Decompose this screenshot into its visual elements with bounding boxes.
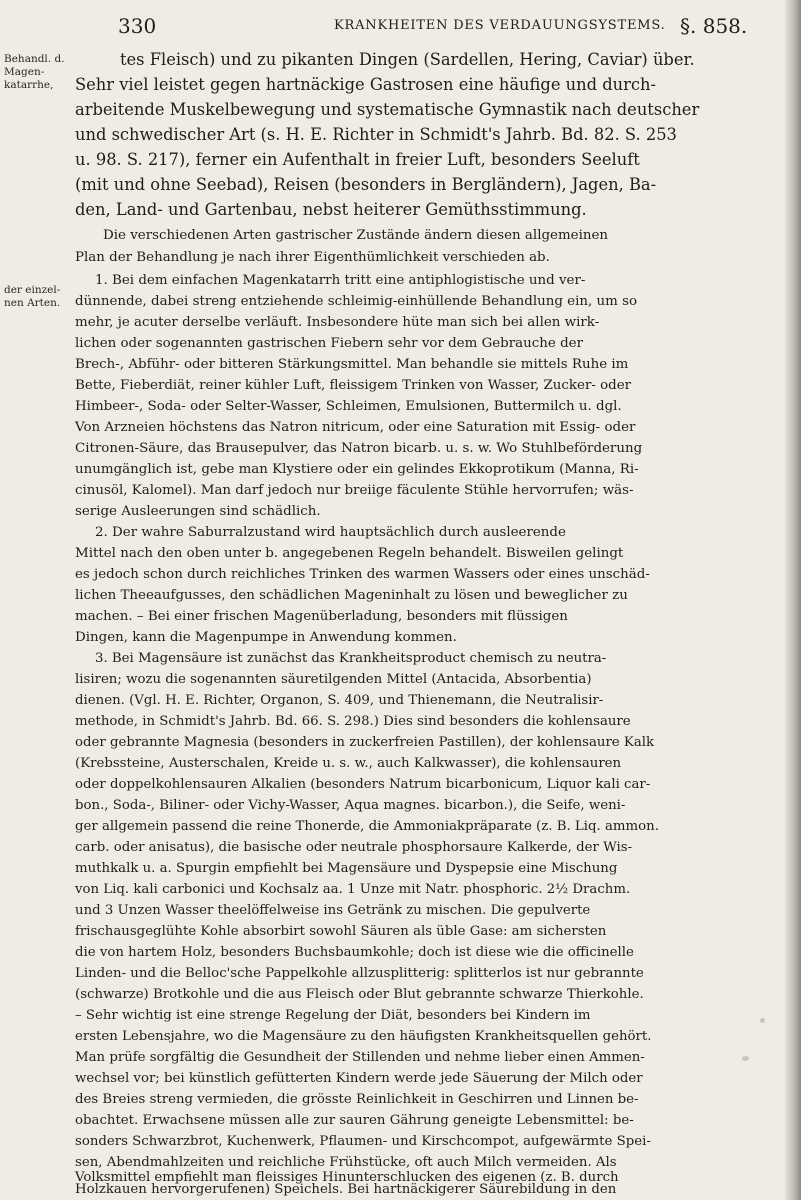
text-line: frischausgeglühte Kohle absorbirt sowohl Säuren als üble Gase: am sichersten — [75, 924, 607, 939]
text-line: mehr, je acuter derselbe verläuft. Insbesondere hüte man sich bei allen wirk- — [75, 315, 600, 330]
text-line: oder doppelkohlensauren Alkalien (besonders Natrum bicarbonicum, Liquor kali car- — [75, 777, 651, 792]
section-number: §. 858. — [680, 14, 748, 38]
page-number: 330 — [118, 14, 157, 38]
text-line: methode, in Schmidt's Jahrb. Bd. 66. S. 298.) Dies sind besonders die kohlensaure — [75, 714, 631, 729]
text-line: 3. Bei Magensäure ist zunächst das Krankheitsproduct chemisch zu neutra- — [95, 651, 607, 666]
text-line: Himbeer-, Soda- oder Selter-Wasser, Schleimen, Emulsionen, Buttermilch u. dgl. — [75, 399, 622, 414]
text-line: Die verschiedenen Arten gastrischer Zustände ändern diesen allgemeinen — [103, 228, 609, 243]
text-line: muthkalk u. a. Spurgin empfiehlt bei Magensäure und Dyspepsie eine Mischung — [75, 861, 618, 876]
text-line: ersten Lebensjahre, wo die Magensäure zu den häufigsten Krankheitsquellen gehört. — [75, 1029, 652, 1044]
text-line: u. 98. S. 217), ferner ein Aufenthalt in freier Luft, besonders Seeluft — [75, 150, 640, 169]
text-line: Holzkauen hervorgerufenen) Speichels. Bei hartnäckigerer Säurebildung in den — [75, 1182, 617, 1197]
text-line: Man prüfe sorgfältig die Gesundheit der Stillenden und nehme lieber einen Ammen- — [75, 1050, 645, 1065]
text-line: von Liq. kali carbonici und Kochsalz aa. 1 Unze mit Natr. phosphoric. 2½ Drachm. — [75, 882, 631, 897]
text-line: 2. Der wahre Saburralzustand wird hauptsächlich durch ausleerende — [95, 525, 566, 540]
text-line: arbeitende Muskelbewegung und systematische Gymnastik nach deutscher — [75, 100, 700, 119]
text-line: oder gebrannte Magnesia (besonders in zuckerfreien Pastillen), der kohlensaure Kalk — [75, 735, 655, 750]
text-line: Mittel nach den oben unter b. angegebenen Regeln behandelt. Bisweilen gelingt — [75, 546, 624, 561]
text-line: (Krebssteine, Austerschalen, Kreide u. s. w., auch Kalkwasser), die kohlensauren — [75, 756, 622, 771]
text-line: die von hartem Holz, besonders Buchsbaumkohle; doch ist diese wie die officinelle — [75, 945, 634, 960]
text-line: obachtet. Erwachsene müssen alle zur sauren Gährung geneigte Lebensmittel: be- — [75, 1113, 634, 1128]
text-line: lisiren; wozu die sogenannten säuretilgenden Mittel (Antacida, Absorbentia) — [75, 672, 592, 687]
paper-spot — [760, 1018, 765, 1023]
text-line: den, Land- und Gartenbau, nebst heiterer Gemüthsstimmung. — [75, 200, 587, 219]
text-line: bon., Soda-, Biliner- oder Vichy-Wasser, Aqua magnes. bicarbon.), die Seife, weni- — [75, 798, 626, 813]
margin-note-behandlung: Behandl. d. Magen-katarrhe, — [4, 53, 65, 91]
text-line: carb. oder anisatus), die basische oder neutrale phosphorsaure Kalkerde, der Wis- — [75, 840, 633, 855]
text-line: machen. – Bei einer frischen Magenüberladung, besonders mit flüssigen — [75, 609, 568, 624]
text-line: serige Ausleerungen sind schädlich. — [75, 504, 321, 519]
text-line: und 3 Unzen Wasser theelöffelweise ins Getränk zu mischen. Die gepulverte — [75, 903, 591, 918]
paper-spot — [742, 1056, 749, 1061]
text-line: Von Arzneien höchstens das Natron nitricum, oder eine Saturation mit Essig- oder — [75, 420, 636, 435]
running-title: KRANKHEITEN DES VERDAUUNGSYSTEMS. — [334, 18, 666, 33]
text-line: cinusöl, Kalomel). Man darf jedoch nur breiige fäculente Stühle hervorrufen; wäs- — [75, 483, 634, 498]
page-header — [0, 8, 801, 38]
text-line: (schwarze) Brotkohle und die aus Fleisch oder Blut gebrannte schwarze Thierkohle. — [75, 987, 644, 1002]
text-line: Plan der Behandlung je nach ihrer Eigenthümlichkeit verschieden ab. — [75, 250, 550, 265]
text-line: Linden- und die Belloc'sche Pappelkohle allzusplitterig: splitterlos ist nur gebrannte — [75, 966, 644, 981]
text-line: – Sehr wichtig ist eine strenge Regelung der Diät, besonders bei Kindern im — [75, 1008, 591, 1023]
text-line: lichen oder sogenannten gastrischen Fiebern sehr vor dem Gebrauche der — [75, 336, 583, 351]
text-line: sonders Schwarzbrot, Kuchenwerk, Pflaumen- und Kirschcompot, aufgewärmte Spei- — [75, 1134, 651, 1149]
text-line: 1. Bei dem einfachen Magenkatarrh tritt eine antiphlogistische und ver- — [95, 273, 586, 288]
text-line: ger allgemein passend die reine Thonerde, die Ammoniakpräparate (z. B. Liq. ammon. — [75, 819, 659, 834]
text-line: dienen. (Vgl. H. E. Richter, Organon, S. 409, und Thienemann, die Neutralisir- — [75, 693, 604, 708]
text-line: Brech-, Abführ- oder bitteren Stärkungsmittel. Man behandle sie mittels Ruhe im — [75, 357, 629, 372]
text-line: Sehr viel leistet gegen hartnäckige Gastrosen eine häufige und durch- — [75, 75, 656, 94]
text-line: und schwedischer Art (s. H. E. Richter in Schmidt's Jahrb. Bd. 82. S. 253 — [75, 125, 677, 144]
text-line: es jedoch schon durch reichliches Trinken des warmen Wassers oder eines unschäd- — [75, 567, 650, 582]
text-line: (mit und ohne Seebad), Reisen (besonders in Bergländern), Jagen, Ba- — [75, 175, 657, 194]
text-line: Bette, Fieberdiät, reiner kühler Luft, fleissigem Trinken von Wasser, Zucker- oder — [75, 378, 632, 393]
text-line: Citronen-Säure, das Brausepulver, das Natron bicarb. u. s. w. Wo Stuhlbeförderung — [75, 441, 643, 456]
text-line: Volksmittel empfiehlt man fleissiges Hinunterschlucken des eigenen (z. B. durch — [75, 1170, 619, 1185]
text-line: des Breies streng vermieden, die grösste Reinlichkeit in Geschirren und Linnen be- — [75, 1092, 639, 1107]
text-line: wechsel vor; bei künstlich gefütterten Kindern werde jede Säuerung der Milch oder — [75, 1071, 643, 1086]
text-line: sen, Abendmahlzeiten und reichliche Frühstücke, oft auch Milch vermeiden. Als — [75, 1155, 617, 1170]
text-line: lichen Theeaufgusses, den schädlichen Mageninhalt zu lösen und beweglicher zu — [75, 588, 628, 603]
page-edge-shadow — [785, 0, 801, 1200]
text-line: tes Fleisch) und zu pikanten Dingen (Sardellen, Hering, Caviar) über. — [120, 50, 695, 69]
text-line: Dingen, kann die Magenpumpe in Anwendung kommen. — [75, 630, 457, 645]
text-line: dünnende, dabei streng entziehende schleimig-einhüllende Behandlung ein, um so — [75, 294, 638, 309]
text-line: unumgänglich ist, gebe man Klystiere oder ein gelindes Ekkoprotikum (Manna, Ri- — [75, 462, 639, 477]
margin-note-einzelne-arten: der einzel-nen Arten. — [4, 284, 61, 309]
